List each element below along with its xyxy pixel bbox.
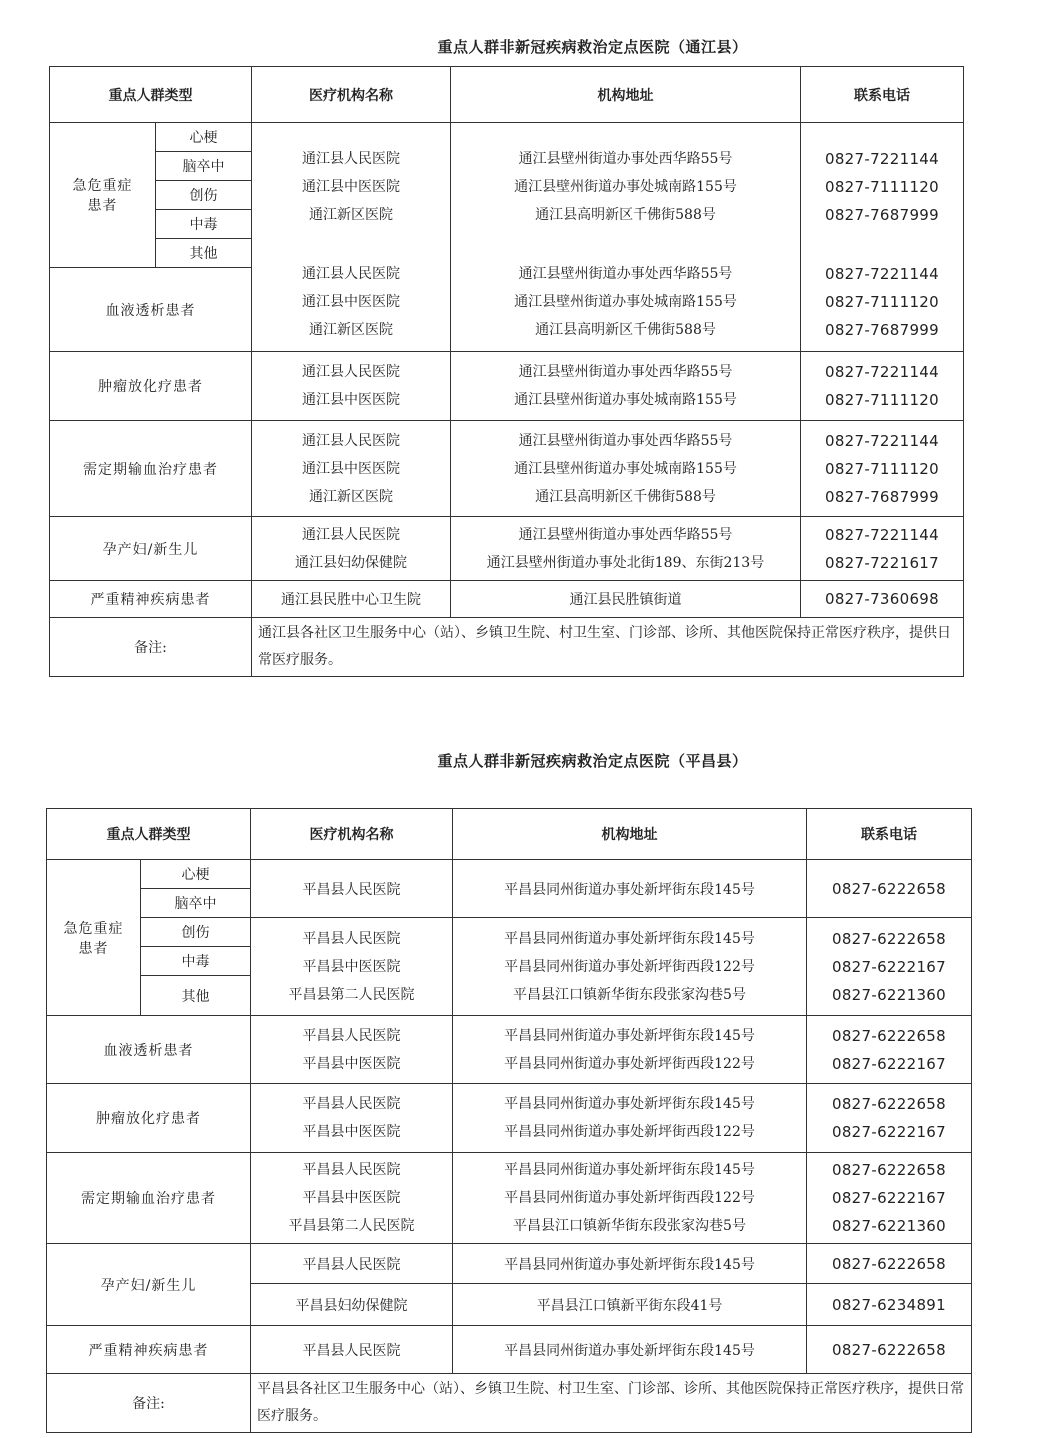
- mental-label: 严重精神疾病患者: [47, 1326, 251, 1374]
- emergency-dialysis-names: 通江县人民医院 通江县中医医院 通江新区医院 通江县人民医院 通江县中医医院 通江新区医院: [252, 123, 451, 352]
- maternal-phone: 0827-6222658: [807, 1244, 972, 1284]
- pingchang-table: [46, 808, 972, 1433]
- note-text: 平昌县各社区卫生服务中心（站）、乡镇卫生院、村卫生室、门诊部、诊所、其他医院保持正常医疗秩序，提供日常医疗服务。: [251, 1374, 972, 1433]
- maternal-label: 孕产妇/新生儿: [47, 1244, 251, 1326]
- subtype-cell: 其他: [156, 239, 252, 268]
- mental-address: 通江县民胜镇街道: [451, 581, 801, 618]
- subtype-cell: 其他: [141, 976, 251, 1016]
- subtype-cell: 创伤: [141, 918, 251, 947]
- transfusion-label: 需定期输血治疗患者: [47, 1153, 251, 1244]
- emergency-label: 急危重症 患者: [47, 860, 141, 1016]
- subtype-cell: 脑卒中: [156, 152, 252, 181]
- note-label: 备注:: [50, 618, 252, 677]
- mental-name: 平昌县人民医院: [251, 1326, 453, 1374]
- note-row: [47, 1374, 972, 1433]
- maternal-name: 平昌县妇幼保健院: [251, 1284, 453, 1326]
- dialysis-label: 血液透析患者: [50, 268, 252, 352]
- emergency-a-phone: 0827-6222658: [807, 860, 972, 918]
- mental-address: 平昌县同州街道办事处新坪街东段145号: [453, 1326, 807, 1374]
- mental-name: 通江县民胜中心卫生院: [252, 581, 451, 618]
- maternal-address: 平昌县江口镇新平街东段41号: [453, 1284, 807, 1326]
- tumor-names: 通江县人民医院 通江县中医医院: [252, 352, 451, 421]
- transfusion-label: 需定期输血治疗患者: [50, 421, 252, 517]
- header-type: 重点人群类型: [47, 809, 251, 860]
- tumor-names: 平昌县人民医院 平昌县中医医院: [251, 1084, 453, 1153]
- transfusion-names: 通江县人民医院 通江县中医医院 通江新区医院: [252, 421, 451, 517]
- table-row: [47, 860, 972, 889]
- dialysis-names: 平昌县人民医院 平昌县中医医院: [251, 1016, 453, 1084]
- emergency-label: 急危重症 患者: [50, 123, 156, 268]
- note-label: 备注:: [47, 1374, 251, 1433]
- maternal-names: 通江县人民医院 通江县妇幼保健院: [252, 517, 451, 581]
- tumor-addresses: 平昌县同州街道办事处新坪街东段145号 平昌县同州街道办事处新坪街西段122号: [453, 1084, 807, 1153]
- table-row: [47, 918, 972, 947]
- subtype-cell: 心梗: [156, 123, 252, 152]
- emergency-dialysis-addresses: 通江县壁州街道办事处西华路55号 通江县壁州街道办事处城南路155号 通江县高明新区千佛街588号 通江县壁州街道办事处西华路55号 通江县壁州街道办事处城南路155号 通江县高明新区千佛街588号: [451, 123, 801, 352]
- tumor-phones: 0827-7221144 0827-7111120: [801, 352, 964, 421]
- tumor-addresses: 通江县壁州街道办事处西华路55号 通江县壁州街道办事处城南路155号: [451, 352, 801, 421]
- maternal-address: 平昌县同州街道办事处新坪街东段145号: [453, 1244, 807, 1284]
- mental-label: 严重精神疾病患者: [50, 581, 252, 618]
- transfusion-names: 平昌县人民医院 平昌县中医医院 平昌县第二人民医院: [251, 1153, 453, 1244]
- table-row: [50, 123, 964, 152]
- header-name: 医疗机构名称: [252, 67, 451, 123]
- header-row: [50, 67, 964, 123]
- tumor-label: 肿瘤放化疗患者: [50, 352, 252, 421]
- tumor-phones: 0827-6222658 0827-6222167: [807, 1084, 972, 1153]
- dialysis-label: 血液透析患者: [47, 1016, 251, 1084]
- note-row: [50, 618, 964, 677]
- emergency-a-name: 平昌县人民医院: [251, 860, 453, 918]
- mental-phone: 0827-6222658: [807, 1326, 972, 1374]
- tumor-label: 肿瘤放化疗患者: [47, 1084, 251, 1153]
- subtype-cell: 中毒: [141, 947, 251, 976]
- note-text: 通江县各社区卫生服务中心（站）、乡镇卫生院、村卫生室、门诊部、诊所、其他医院保持正常医疗秩序，提供日常医疗服务。: [252, 618, 964, 677]
- maternal-label: 孕产妇/新生儿: [50, 517, 252, 581]
- header-phone: 联系电话: [807, 809, 972, 860]
- header-type: 重点人群类型: [50, 67, 252, 123]
- table-row: [50, 581, 964, 618]
- maternal-addresses: 通江县壁州街道办事处西华路55号 通江县壁州街道办事处北街189、东街213号: [451, 517, 801, 581]
- header-address: 机构地址: [453, 809, 807, 860]
- subtype-cell: 创伤: [156, 181, 252, 210]
- table-row: [50, 421, 964, 517]
- header-row: [47, 809, 972, 860]
- table-row: [47, 1326, 972, 1374]
- header-address: 机构地址: [451, 67, 801, 123]
- mental-phone: 0827-7360698: [801, 581, 964, 618]
- table-row: [47, 1016, 972, 1084]
- table-row: [47, 1153, 972, 1244]
- dialysis-addresses: 平昌县同州街道办事处新坪街东段145号 平昌县同州街道办事处新坪街西段122号: [453, 1016, 807, 1084]
- subtype-cell: 心梗: [141, 860, 251, 889]
- transfusion-phones: 0827-6222658 0827-6222167 0827-6221360: [807, 1153, 972, 1244]
- table-row: [50, 352, 964, 421]
- emergency-b-phones: 0827-6222658 0827-6222167 0827-6221360: [807, 918, 972, 1016]
- table-row: [50, 517, 964, 581]
- transfusion-addresses: 通江县壁州街道办事处西华路55号 通江县壁州街道办事处城南路155号 通江县高明新区千佛街588号: [451, 421, 801, 517]
- pingchang-title: 重点人群非新冠疾病救治定点医院（平昌县）: [437, 752, 748, 770]
- subtype-cell: 脑卒中: [141, 889, 251, 918]
- maternal-phones: 0827-7221144 0827-7221617: [801, 517, 964, 581]
- dialysis-phones: 0827-6222658 0827-6222167: [807, 1016, 972, 1084]
- emergency-b-addresses: 平昌县同州街道办事处新坪街东段145号 平昌县同州街道办事处新坪街西段122号 平昌县江口镇新华街东段张家沟巷5号: [453, 918, 807, 1016]
- tongjiang-title: 重点人群非新冠疾病救治定点医院（通江县）: [437, 38, 748, 56]
- emergency-a-address: 平昌县同州街道办事处新坪街东段145号: [453, 860, 807, 918]
- emergency-b-names: 平昌县人民医院 平昌县中医医院 平昌县第二人民医院: [251, 918, 453, 1016]
- transfusion-phones: 0827-7221144 0827-7111120 0827-7687999: [801, 421, 964, 517]
- table-row: [47, 1244, 972, 1284]
- table-row: [47, 1084, 972, 1153]
- header-name: 医疗机构名称: [251, 809, 453, 860]
- header-phone: 联系电话: [801, 67, 964, 123]
- transfusion-addresses: 平昌县同州街道办事处新坪街东段145号 平昌县同州街道办事处新坪街西段122号 平昌县江口镇新华街东段张家沟巷5号: [453, 1153, 807, 1244]
- maternal-name: 平昌县人民医院: [251, 1244, 453, 1284]
- emergency-dialysis-phones: 0827-7221144 0827-7111120 0827-7687999 0827-7221144 0827-7111120 0827-7687999: [801, 123, 964, 352]
- maternal-phone: 0827-6234891: [807, 1284, 972, 1326]
- subtype-cell: 中毒: [156, 210, 252, 239]
- tongjiang-table: [49, 66, 964, 677]
